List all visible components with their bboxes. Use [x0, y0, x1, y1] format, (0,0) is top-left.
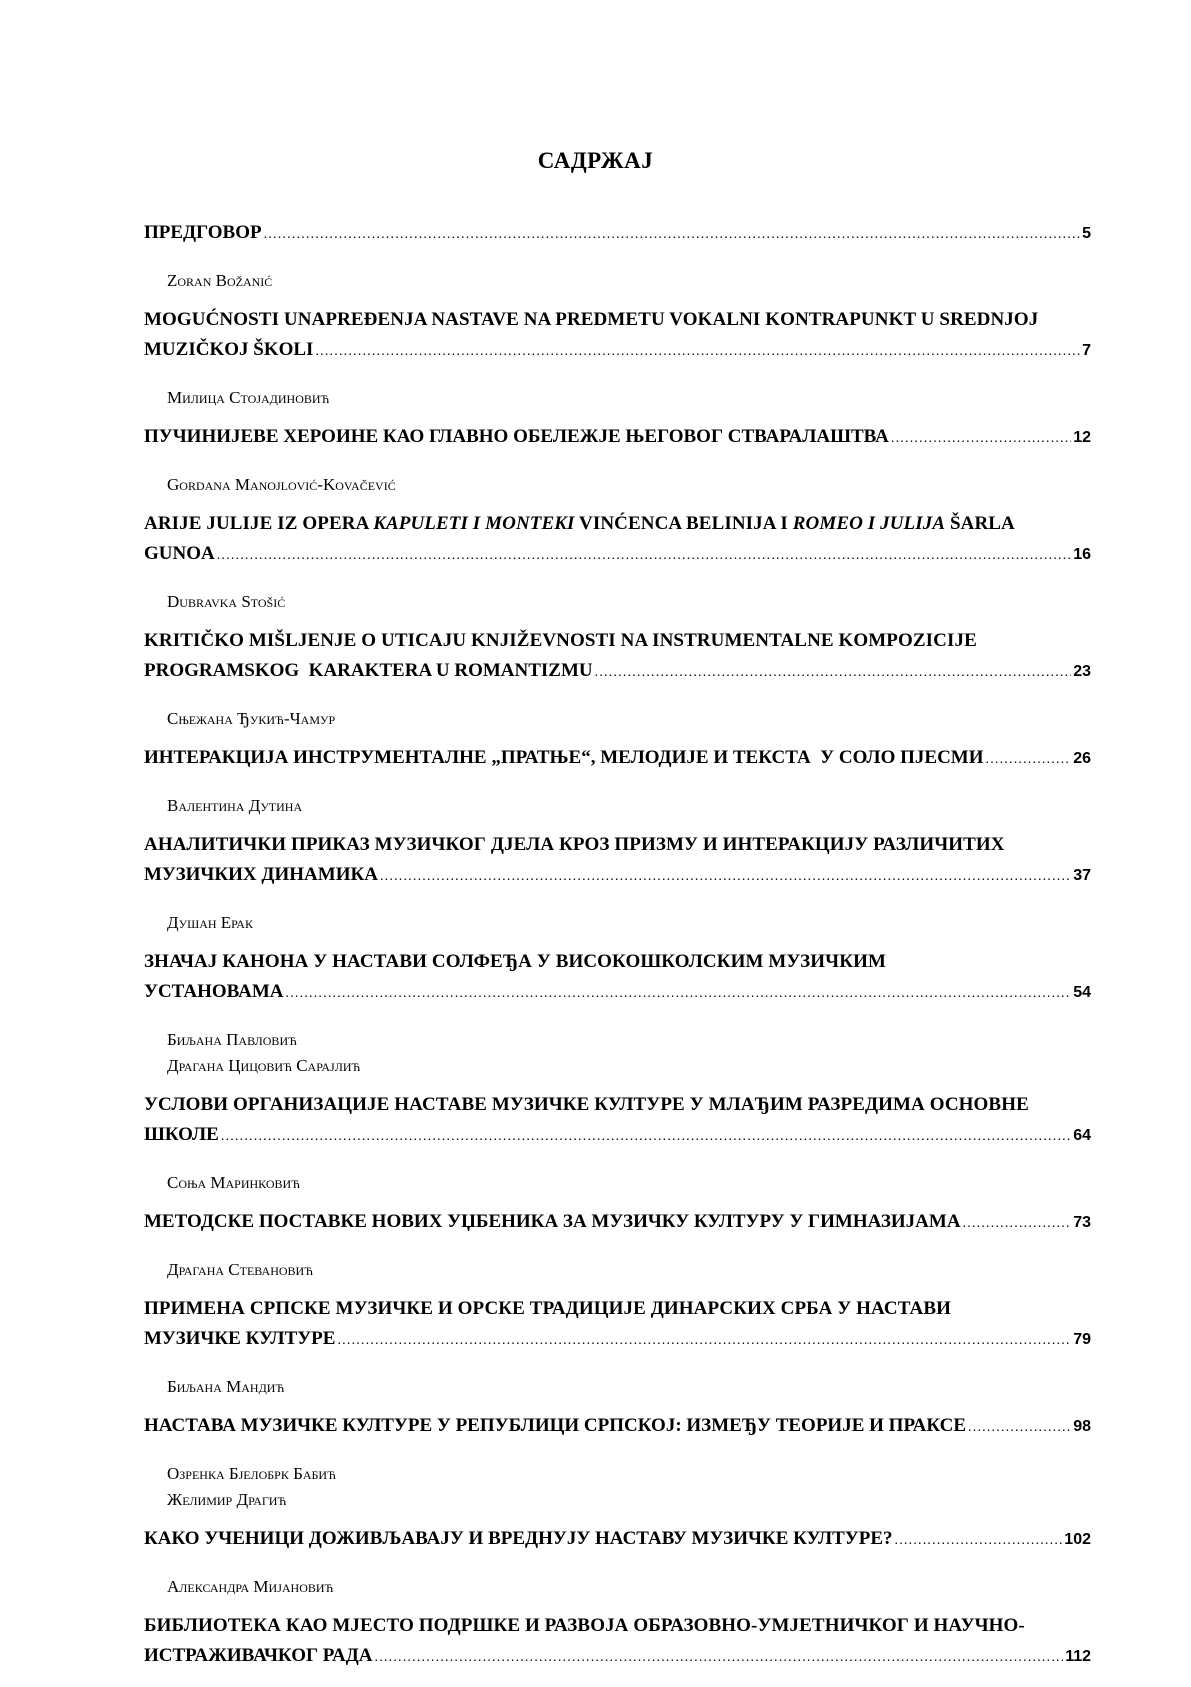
page-number: 23 [1073, 663, 1091, 680]
entry-title-first-line: KRITIČKO MIŠLJENJE O UTICAJU KNJIŽEVNOSTI NA INSTRUMENTALNE KOMPOZICIJE [144, 630, 977, 651]
entry-title: КАКО УЧЕНИЦИ ДОЖИВЉАВАЈУ И ВРЕДНУЈУ НАСТАВУ МУЗИЧКЕ КУЛТУРЕ? [144, 1528, 893, 1549]
toc-entry[interactable] [144, 626, 1091, 688]
page-number: 112 [1065, 1648, 1091, 1665]
dot-leader [286, 979, 1072, 1009]
dot-leader [968, 1413, 1071, 1443]
author-name: Душан Ерак [167, 913, 253, 932]
page-number: 7 [1082, 342, 1091, 359]
dot-leader [264, 220, 1081, 250]
toc-entry[interactable] [144, 509, 1091, 571]
page-number: 73 [1073, 1214, 1091, 1231]
toc-entry[interactable] [144, 830, 1091, 892]
page-number: 26 [1073, 750, 1091, 767]
dot-leader [375, 1643, 1064, 1673]
table-of-contents [144, 218, 1091, 1687]
entry-title-line [144, 1324, 1091, 1356]
title-part: VINĆENCA BELINIJA I [574, 513, 793, 534]
entry-title-line [144, 860, 1091, 892]
author-name: Сњежана Ђукић-Чамур [167, 709, 336, 728]
author-list [144, 264, 1091, 294]
entry-title: ИНТЕРАКЦИЈА ИНСТРУМЕНТАЛНЕ „ПРАТЊЕ“, МЕЛОДИЈЕ И ТЕКСТА У СОЛО ПЈЕСМИ [144, 747, 984, 768]
toc-entry[interactable] [144, 305, 1091, 367]
page-number: 102 [1064, 1531, 1091, 1548]
author-name: Драгана Цицовић Сарајлић [167, 1056, 361, 1075]
dot-leader [380, 862, 1071, 892]
page-number: 64 [1073, 1127, 1091, 1144]
author-name: Zoran Božanić [167, 271, 273, 290]
dot-leader [963, 1209, 1072, 1239]
dot-leader [595, 658, 1072, 688]
entry-title-line [144, 1207, 1091, 1239]
author-list [144, 1166, 1091, 1196]
entry-title-line [144, 335, 1091, 367]
entry-title: ШКОЛЕ [144, 1124, 219, 1145]
author-list [144, 789, 1091, 819]
entry-title-line [144, 218, 1091, 250]
title-part-italic: KAPULETI I MONTEKI [373, 513, 575, 534]
entry-title-first-line: ЗНАЧАЈ КАНОНА У НАСТАВИ СОЛФЕЂА У ВИСОКОШКОЛСКИМ МУЗИЧКИМ [144, 951, 887, 972]
toc-entry[interactable] [144, 1294, 1091, 1356]
author-name: Соња Маринковић [167, 1173, 301, 1192]
author-list [144, 1023, 1091, 1079]
entry-title-line [144, 977, 1091, 1009]
entry-title: УСТАНОВАМА [144, 981, 284, 1002]
page-number: 5 [1082, 225, 1091, 242]
author-list [144, 468, 1091, 498]
author-name: Биљана Павловић [167, 1030, 297, 1049]
entry-title: МУЗИЧКИХ ДИНАМИКА [144, 864, 378, 885]
author-list [144, 1370, 1091, 1400]
title-part: ARIJE JULIJE IZ OPERA [144, 513, 374, 534]
entry-title: GUNOA [144, 543, 215, 564]
author-name: Желимир Драгић [167, 1490, 287, 1509]
title-part: ŠARLA [945, 513, 1015, 534]
entry-title: НАСТАВА МУЗИЧКЕ КУЛТУРЕ У РЕПУБЛИЦИ СРПСКОЈ: ИЗМЕЂУ ТЕОРИЈЕ И ПРАКСЕ [144, 1415, 967, 1436]
page-number: 79 [1073, 1331, 1091, 1348]
toc-entry[interactable] [144, 1611, 1091, 1673]
author-list [144, 702, 1091, 732]
entry-title-first-line: MOGUĆNOSTI UNAPREĐENJA NASTAVE NA PREDMETU VOKALNI KONTRAPUNKT U SREDNJOJ [144, 309, 1039, 330]
entry-title: МЕТОДСКЕ ПОСТАВКЕ НОВИХ УЏБЕНИКА ЗА МУЗИЧКУ КУЛТУРУ У ГИМНАЗИЈАМА [144, 1211, 961, 1232]
dot-leader [986, 745, 1072, 775]
entry-title-first-line: ПРИМЕНА СРПСКЕ МУЗИЧКЕ И ОРСКЕ ТРАДИЦИЈЕ ДИНАРСКИХ СРБА У НАСТАВИ [144, 1298, 952, 1319]
author-name: Dubravka Stošić [167, 592, 286, 611]
page-number: 16 [1073, 546, 1091, 563]
toc-entry[interactable] [144, 1524, 1091, 1556]
toc-entry[interactable] [144, 947, 1091, 1009]
title-part-italic: ROMEO I JULIJA [792, 513, 946, 534]
author-name: Валентина Дутина [167, 796, 303, 815]
author-name: Биљана Мандић [167, 1377, 285, 1396]
entry-title-line [144, 656, 1091, 688]
toc-entry[interactable] [144, 1207, 1091, 1239]
page-number: 12 [1073, 429, 1091, 446]
dot-leader [221, 1122, 1071, 1152]
entry-title-first-line: АНАЛИТИЧКИ ПРИКАЗ МУЗИЧКОГ ДЈЕЛА КРОЗ ПРИЗМУ И ИНТЕРАКЦИЈУ РАЗЛИЧИТИХ [144, 834, 1005, 855]
dot-leader [895, 1526, 1063, 1556]
entry-title-line [144, 1411, 1091, 1443]
page-title: САДРЖАЈ [537, 148, 654, 173]
author-name: Драгана Стевановић [167, 1260, 314, 1279]
author-name: Александра Мијановић [167, 1577, 334, 1596]
toc-entry-preface[interactable] [144, 218, 1091, 250]
author-list [144, 381, 1091, 411]
entry-title-line [144, 743, 1091, 775]
entry-title: МУЗИЧКЕ КУЛТУРЕ [144, 1328, 336, 1349]
author-name: Милица Стојадиновић [167, 388, 330, 407]
toc-entry[interactable] [144, 1090, 1091, 1152]
toc-entry[interactable] [144, 743, 1091, 775]
entry-title: ИСТРАЖИВАЧКОГ РАДА [144, 1645, 373, 1666]
toc-entry[interactable] [144, 1411, 1091, 1443]
page-number: 37 [1073, 867, 1091, 884]
entry-title: PROGRAMSKOG KARAKTERA U ROMANTIZMU [144, 660, 593, 681]
entry-title-first-line [144, 509, 1091, 539]
entry-title-first-line: УСЛОВИ ОРГАНИЗАЦИЈЕ НАСТАВЕ МУЗИЧКЕ КУЛТУРЕ У МЛАЂИМ РАЗРЕДИМА ОСНОВНЕ [144, 1094, 1029, 1115]
entry-title: ПРЕДГОВОР [144, 222, 262, 243]
author-list [144, 1253, 1091, 1283]
dot-leader [891, 424, 1071, 454]
dot-leader [217, 541, 1071, 571]
entry-title-line [144, 1524, 1091, 1556]
page-number: 54 [1073, 984, 1091, 1001]
entry-title-line [144, 422, 1091, 454]
author-list [144, 906, 1091, 936]
page-number: 98 [1073, 1418, 1091, 1435]
toc-entry[interactable] [144, 422, 1091, 454]
entry-title-first-line: БИБЛИОТЕКА КАО МЈЕСТО ПОДРШКЕ И РАЗВОЈА ОБРАЗОВНО-УМЈЕТНИЧКОГ И НАУЧНО- [144, 1615, 1025, 1636]
author-list [144, 1570, 1091, 1600]
entry-title: ПУЧИНИЈЕВЕ ХЕРОИНЕ КАО ГЛАВНО ОБЕЛЕЖЈЕ ЊЕГОВОГ СТВАРАЛАШТВА [144, 426, 889, 447]
dot-leader [315, 337, 1080, 367]
dot-leader [337, 1326, 1071, 1356]
author-name: Озренка Бјелобрк Бабић [167, 1464, 336, 1483]
author-name: Gordana Manojlović-Kovačević [167, 475, 396, 494]
author-list [144, 1457, 1091, 1513]
entry-title-line [144, 1120, 1091, 1152]
entry-title: MUZIČKOJ ŠKOLI [144, 339, 314, 360]
author-list [144, 585, 1091, 615]
entry-title-line [144, 1641, 1091, 1673]
entry-title-line [144, 539, 1091, 571]
